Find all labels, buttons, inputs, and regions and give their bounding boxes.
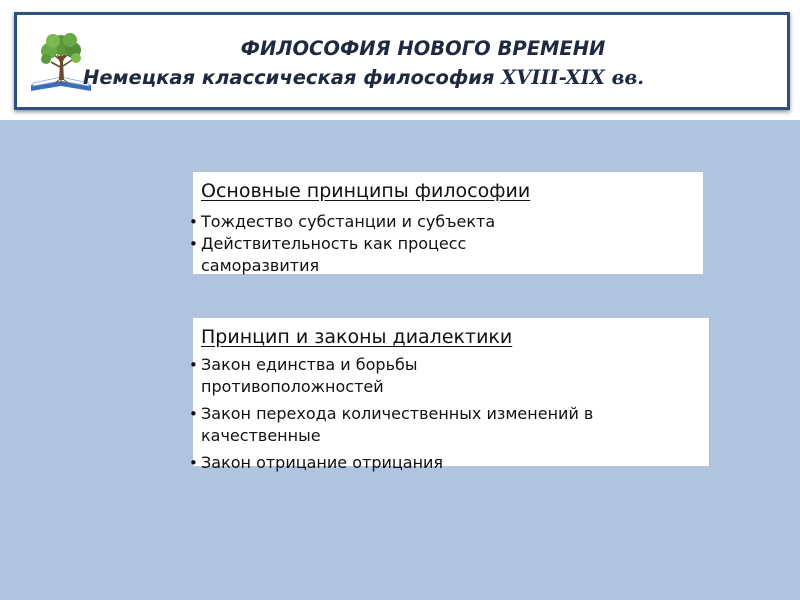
principles-list bbox=[190, 211, 705, 277]
principles-section bbox=[190, 180, 705, 277]
header-box bbox=[14, 12, 790, 110]
page-subtitle bbox=[83, 66, 783, 89]
page-title: ФИЛОСОФИЯ НОВОГО ВРЕМЕНИ bbox=[240, 37, 606, 60]
subtitle-text: Немецкая классическая философия bbox=[83, 66, 502, 89]
dialectics-heading: Принцип и законы диалектики bbox=[201, 326, 513, 348]
principles-list-item: • Действительность как процесс саморазвития bbox=[190, 233, 571, 277]
principles-list-item: • Тождество субстанции и субъекта bbox=[190, 211, 705, 233]
dialectics-section bbox=[190, 326, 710, 474]
dialectics-list bbox=[190, 354, 710, 474]
dialectics-list-item: • Закон перехода количественных изменений в качественные bbox=[190, 403, 706, 447]
dialectics-list-item: • Закон единства и борьбы противоположностей bbox=[190, 354, 521, 398]
principles-heading: Основные принципы философии bbox=[201, 180, 531, 202]
subtitle-century: XVIII-XIX вв. bbox=[501, 66, 645, 89]
dialectics-list-item: • Закон отрицание отрицания bbox=[190, 452, 710, 474]
